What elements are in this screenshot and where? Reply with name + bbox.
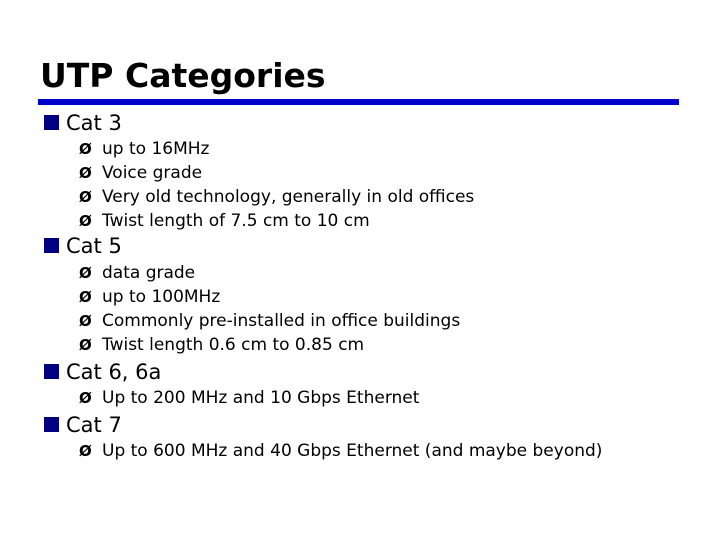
- square-bullet-icon: [44, 115, 59, 130]
- arrowhead-bullet-icon: Ø: [79, 288, 92, 306]
- square-bullet-icon: [44, 238, 59, 253]
- list-item: Ø data grade: [79, 263, 196, 283]
- arrowhead-bullet-icon: Ø: [79, 188, 92, 206]
- arrowhead-bullet-icon: Ø: [79, 264, 92, 282]
- list-item: Ø Up to 200 MHz and 10 Gbps Ethernet: [79, 388, 420, 408]
- arrowhead-bullet-icon: Ø: [79, 312, 92, 330]
- section-cat3-label: Cat 3: [66, 111, 122, 135]
- list-item: Ø Twist length of 7.5 cm to 10 cm: [79, 211, 370, 231]
- square-bullet-icon: [44, 364, 59, 379]
- title-underline: [38, 99, 679, 105]
- square-bullet-icon: [44, 417, 59, 432]
- section-cat5-label: Cat 5: [66, 234, 122, 258]
- section-cat3-heading: [44, 110, 122, 136]
- list-item: Ø up to 16MHz: [79, 139, 210, 159]
- arrowhead-bullet-icon: Ø: [79, 212, 92, 230]
- list-item: Ø up to 100MHz: [79, 287, 221, 307]
- section-cat6-label: Cat 6, 6a: [66, 360, 162, 384]
- slide-title: UTP Categories: [40, 56, 326, 95]
- list-item: Ø Voice grade: [79, 163, 203, 183]
- arrowhead-bullet-icon: Ø: [79, 336, 92, 354]
- list-item: Ø Up to 600 MHz and 40 Gbps Ethernet (and maybe beyond): [79, 441, 603, 461]
- section-cat7-label: Cat 7: [66, 413, 122, 437]
- arrowhead-bullet-icon: Ø: [79, 140, 92, 158]
- list-item: Ø Commonly pre-installed in office buildings: [79, 311, 461, 331]
- arrowhead-bullet-icon: Ø: [79, 389, 92, 407]
- arrowhead-bullet-icon: Ø: [79, 442, 92, 460]
- list-item: Ø Very old technology, generally in old offices: [79, 187, 475, 207]
- arrowhead-bullet-icon: Ø: [79, 164, 92, 182]
- section-cat7-heading: [44, 412, 122, 438]
- section-cat6-heading: [44, 359, 161, 385]
- list-item: Ø Twist length 0.6 cm to 0.85 cm: [79, 335, 365, 355]
- section-cat5-heading: [44, 233, 122, 259]
